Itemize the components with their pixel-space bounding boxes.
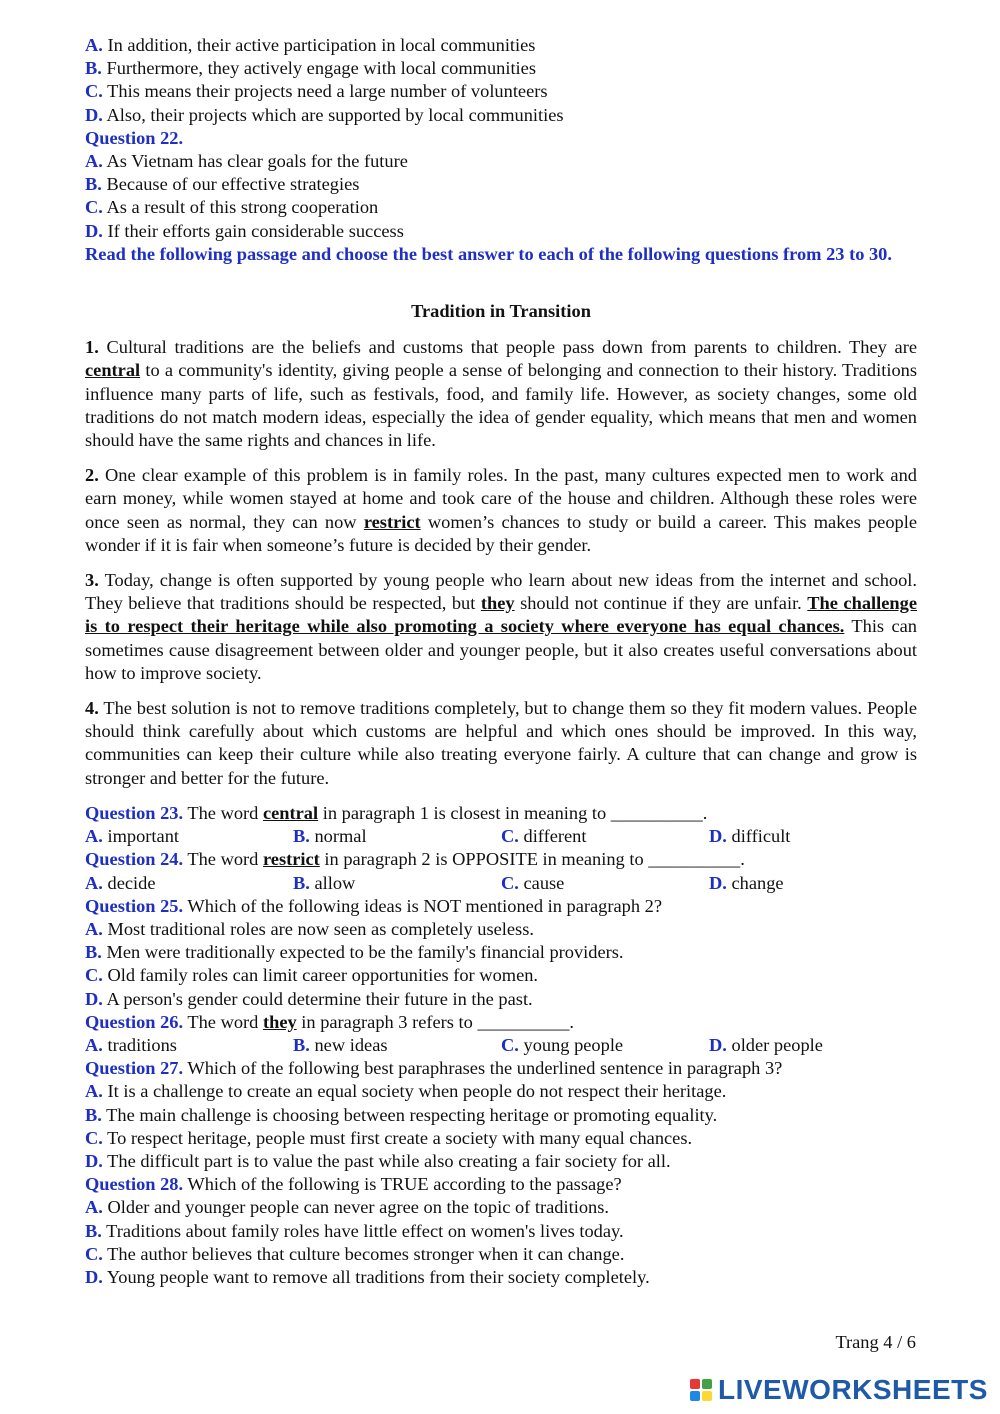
option-c[interactable]: C. This means their projects need a large number of volunteers xyxy=(85,81,548,102)
question-stem: Question 23. The word central in paragraph 1 is closest in meaning to __________. xyxy=(85,802,708,823)
paragraph-2: 2. One clear example of this problem is in family roles. In the past, many cultures expected men to work and earn money, while women stayed at home and took care of the house and children. Although these roles were once seen as normal, they can now restrict women’s chances to study or build a career. This makes people wonder if it is fair when someone’s future is decided by their gender. xyxy=(85,465,917,555)
option-c[interactable]: C. To respect heritage, people must first create a society with many equal chances. xyxy=(85,1127,693,1148)
question-25 xyxy=(85,895,917,1011)
question-27 xyxy=(85,1057,917,1173)
option-d[interactable]: D. If their efforts gain considerable success xyxy=(85,220,404,241)
logo-text: LIVEWORKSHEETS xyxy=(718,1374,988,1405)
question-label: Question 22. xyxy=(85,127,184,148)
option-b[interactable]: B. new ideas xyxy=(293,1034,388,1055)
question-28 xyxy=(85,1173,917,1289)
questions-section xyxy=(85,802,917,1289)
highlight-word-central: central xyxy=(85,360,141,381)
option-d[interactable]: D. Also, their projects which are supported by local communities xyxy=(85,104,564,125)
passage-title: Tradition in Transition xyxy=(411,301,591,322)
options-row xyxy=(85,872,917,895)
question-stem: Question 26. The word they in paragraph 3 refers to __________. xyxy=(85,1011,575,1032)
question-stem: Question 27. Which of the following best paraphrases the underlined sentence in paragraph 3? xyxy=(85,1058,783,1079)
logo-square-yellow xyxy=(702,1391,712,1401)
option-d[interactable]: D. difficult xyxy=(709,826,791,847)
underlined-sentence: The challenge is to respect their heritage while also promoting a society where everyone has equal chances. xyxy=(85,593,917,637)
worksheet-page xyxy=(85,34,917,1289)
question-24 xyxy=(85,848,917,894)
passage-instruction: Read the following passage and choose the best answer to each of the following questions from 23 to 30. xyxy=(85,243,892,264)
option-c[interactable]: C. cause xyxy=(501,872,565,893)
option-d[interactable]: D. change xyxy=(709,872,784,893)
option-c[interactable]: C. young people xyxy=(501,1034,624,1055)
option-a[interactable]: A. As Vietnam has clear goals for the future xyxy=(85,151,408,172)
option-a[interactable]: A. In addition, their active participation in local communities xyxy=(85,35,536,55)
logo-square-red xyxy=(690,1379,700,1389)
paragraph-3: 3. Today, change is often supported by young people who learn about new ideas from the internet and school. They believe that traditions should be respected, but they should not continue if they are unfair. The challenge is to respect their heritage while also promoting a society where everyone has equal chances. This can sometimes cause disagreement between older and younger people, but it also creates useful conversations about how to improve society. xyxy=(85,570,917,683)
option-a[interactable]: A. It is a challenge to create an equal society when people do not respect their heritage. xyxy=(85,1081,727,1102)
option-c[interactable]: C. As a result of this strong cooperation xyxy=(85,197,379,218)
highlight-word-restrict: restrict xyxy=(363,511,421,532)
option-b[interactable]: B. Because of our effective strategies xyxy=(85,174,360,195)
question-26 xyxy=(85,1011,917,1057)
question-23 xyxy=(85,802,917,848)
option-c[interactable]: C. different xyxy=(501,826,587,847)
option-b[interactable]: B. Traditions about family roles have little effect on women's lives today. xyxy=(85,1220,624,1241)
options-row xyxy=(85,1034,917,1057)
paragraph-1: 1. Cultural traditions are the beliefs and customs that people pass down from parents to children. They are central to a community's identity, giving people a sense of belonging and connection to their history. Traditions influence many parts of life, such as festivals, food, and family life. However, as society changes, some old traditions do not match modern ideas, especially the idea of gender equality, which means that men and women should have the same rights and chances in life. xyxy=(85,337,917,451)
question-stem: Question 28. Which of the following is TRUE according to the passage? xyxy=(85,1174,622,1195)
option-d[interactable]: D. older people xyxy=(709,1034,823,1055)
option-a[interactable]: A. decide xyxy=(85,872,156,893)
question-22 xyxy=(85,127,917,243)
paragraph-4: 4. The best solution is not to remove traditions completely, but to change them so they fit modern values. People should think carefully about which customs are helpful and which ones should be improved. In this way, communities can keep their culture while also treating everyone fairly. A culture that can change and grow is stronger and better for the future. xyxy=(85,698,918,788)
logo-square-blue xyxy=(690,1391,700,1401)
option-d[interactable]: D. Young people want to remove all traditions from their society completely. xyxy=(85,1266,650,1287)
logo-grid-icon xyxy=(690,1379,712,1401)
option-b[interactable]: B. The main challenge is choosing between respecting heritage or promoting equality. xyxy=(85,1104,718,1125)
option-a[interactable]: A. Older and younger people can never agree on the topic of traditions. xyxy=(85,1197,609,1218)
question-21-options xyxy=(85,34,917,127)
option-b[interactable]: B. normal xyxy=(293,826,367,847)
highlight-word-they: they xyxy=(480,593,515,614)
option-b[interactable]: B. Men were traditionally expected to be the family's financial providers. xyxy=(85,942,624,963)
question-stem: Question 25. Which of the following ideas is NOT mentioned in paragraph 2? xyxy=(85,895,663,916)
option-c[interactable]: C. The author believes that culture becomes stronger when it can change. xyxy=(85,1243,625,1264)
page-number: Trang 4 / 6 xyxy=(835,1332,916,1352)
option-d[interactable]: D. A person's gender could determine their future in the past. xyxy=(85,988,533,1009)
option-b[interactable]: B. allow xyxy=(293,872,356,893)
liveworksheets-logo[interactable] xyxy=(690,1374,988,1406)
options-row xyxy=(85,825,917,848)
option-b[interactable]: B. Furthermore, they actively engage with local communities xyxy=(85,58,536,79)
logo-square-green xyxy=(702,1379,712,1389)
option-c[interactable]: C. Old family roles can limit career opportunities for women. xyxy=(85,965,539,986)
option-a[interactable]: A. Most traditional roles are now seen as completely useless. xyxy=(85,918,534,939)
option-a[interactable]: A. important xyxy=(85,826,180,847)
question-stem: Question 24. The word restrict in paragraph 2 is OPPOSITE in meaning to __________. xyxy=(85,849,745,870)
option-a[interactable]: A. traditions xyxy=(85,1034,177,1055)
option-d[interactable]: D. The difficult part is to value the past while also creating a fair society for all. xyxy=(85,1150,671,1171)
